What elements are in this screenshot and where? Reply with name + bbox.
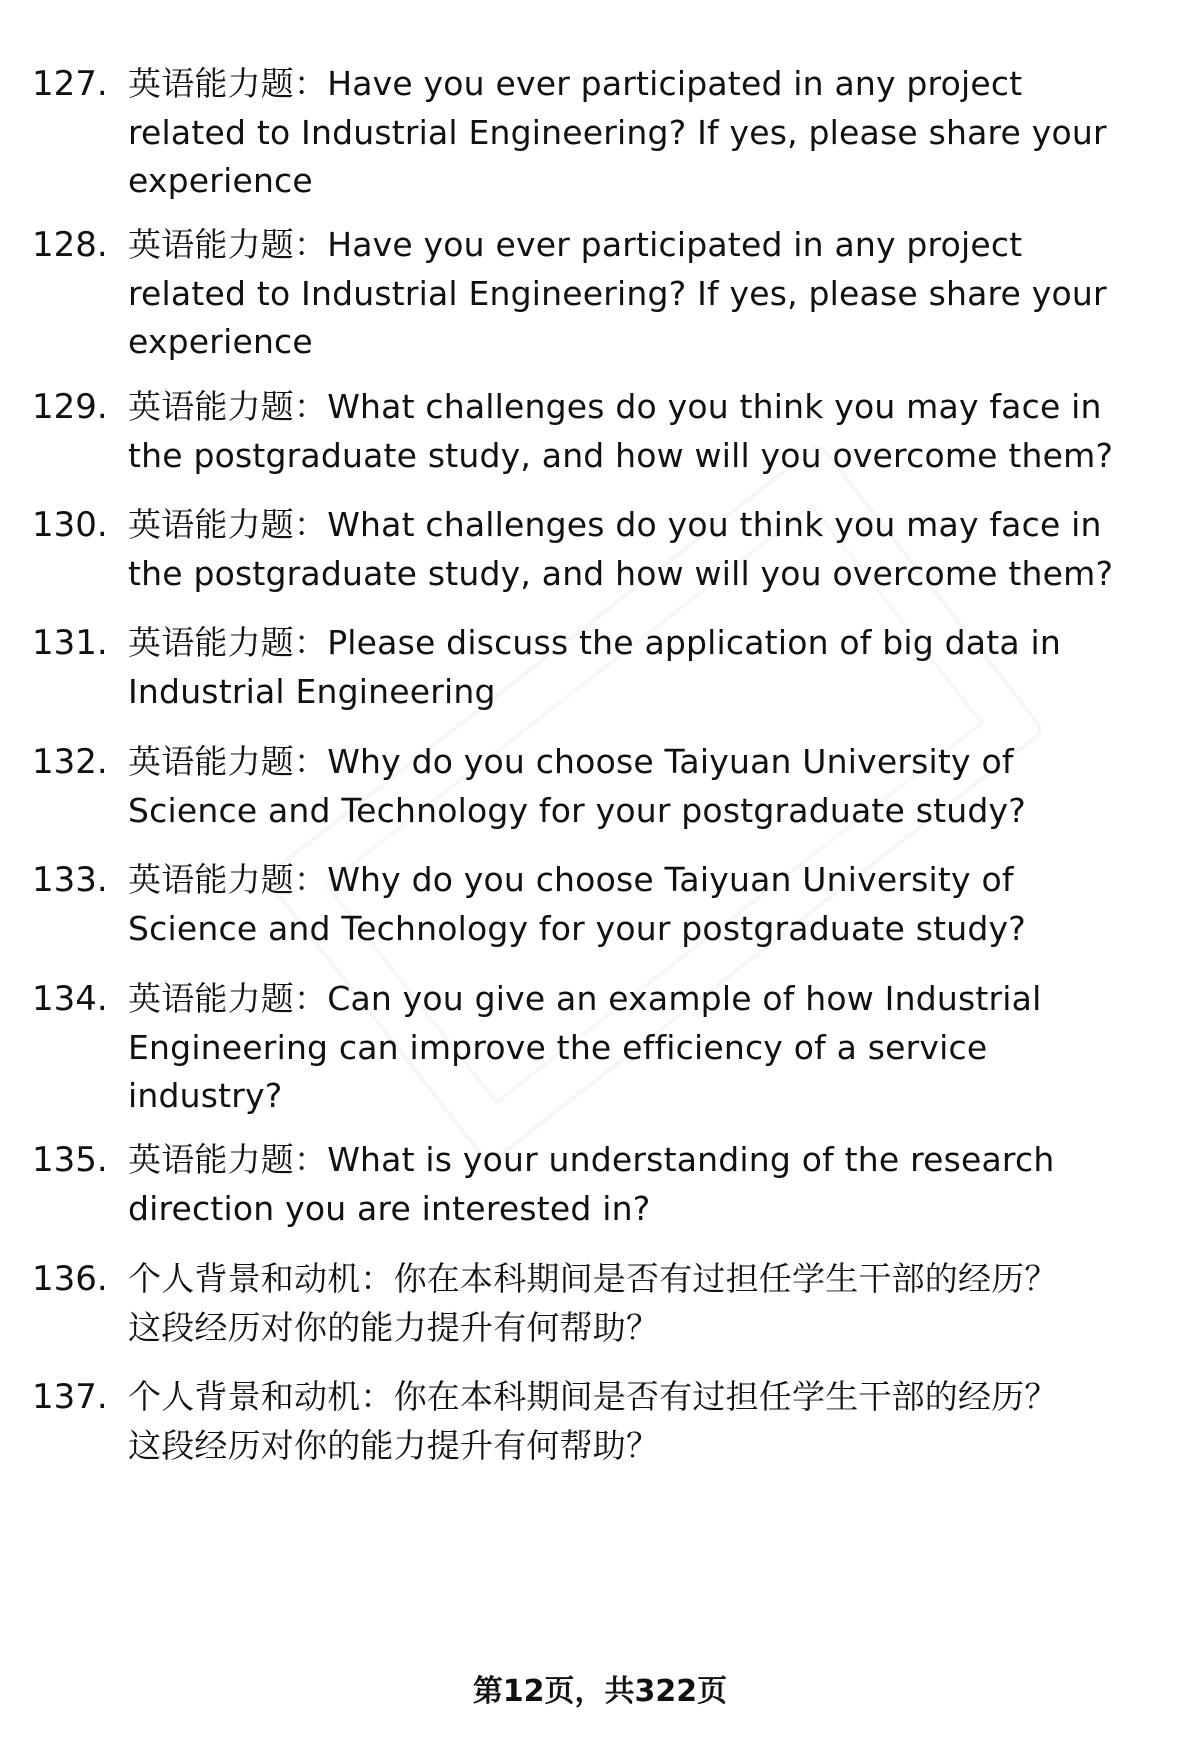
question-line: related to Industrial Engineering? If yes, please share your bbox=[128, 112, 1107, 152]
question-number: 127. bbox=[32, 64, 108, 104]
question-line: 个人背景和动机：你在本科期间是否有过担任学生干部的经历？ bbox=[128, 1377, 1058, 1416]
question-text bbox=[128, 501, 1178, 598]
question-text bbox=[128, 383, 1178, 480]
question-line: direction you are interested in? bbox=[128, 1188, 651, 1228]
question-line: related to Industrial Engineering? If yes, please share your bbox=[128, 273, 1107, 313]
question-line: 英语能力题：Please discuss the application of big data in bbox=[128, 623, 1061, 662]
question-line: 英语能力题：Have you ever participated in any project bbox=[128, 64, 1023, 103]
question-number: 132. bbox=[32, 742, 108, 782]
question-line: 英语能力题：What challenges do you think you may face in bbox=[128, 505, 1102, 544]
question-line: 英语能力题：Have you ever participated in any project bbox=[128, 225, 1023, 264]
question-number: 136. bbox=[32, 1259, 108, 1299]
question-text bbox=[128, 60, 1178, 206]
question-line: the postgraduate study, and how will you overcome them? bbox=[128, 553, 1114, 593]
question-line: 英语能力题：What challenges do you think you may face in bbox=[128, 387, 1102, 426]
question-text bbox=[128, 619, 1178, 716]
question-line: 这段经历对你的能力提升有何帮助？ bbox=[128, 1425, 660, 1465]
question-line: 英语能力题：What is your understanding of the research bbox=[128, 1140, 1055, 1179]
question-text bbox=[128, 856, 1178, 953]
question-line: Science and Technology for your postgraduate study? bbox=[128, 790, 1026, 830]
question-text bbox=[128, 975, 1178, 1121]
question-line: 英语能力题：Why do you choose Taiyuan University of bbox=[128, 742, 1014, 781]
question-number: 133. bbox=[32, 860, 108, 900]
question-number: 137. bbox=[32, 1377, 108, 1417]
question-number: 134. bbox=[32, 979, 108, 1019]
question-text bbox=[128, 221, 1178, 367]
question-line: Industrial Engineering bbox=[128, 671, 496, 711]
question-text bbox=[128, 1136, 1178, 1233]
question-line: Engineering can improve the efficiency of a service bbox=[128, 1027, 988, 1067]
question-line: 个人背景和动机：你在本科期间是否有过担任学生干部的经历？ bbox=[128, 1259, 1058, 1298]
question-line: 英语能力题：Can you give an example of how Industrial bbox=[128, 979, 1042, 1018]
question-number: 128. bbox=[32, 225, 108, 265]
question-number: 131. bbox=[32, 623, 108, 663]
question-line: Science and Technology for your postgraduate study? bbox=[128, 908, 1026, 948]
question-text bbox=[128, 738, 1178, 835]
question-line: experience bbox=[128, 161, 313, 200]
question-line: industry? bbox=[128, 1076, 283, 1115]
question-line: experience bbox=[128, 322, 313, 361]
question-line: 这段经历对你的能力提升有何帮助？ bbox=[128, 1307, 660, 1347]
question-line: 英语能力题：Why do you choose Taiyuan University of bbox=[128, 860, 1014, 899]
question-number: 130. bbox=[32, 505, 108, 545]
question-number: 129. bbox=[32, 387, 108, 427]
question-text bbox=[128, 1255, 1178, 1352]
question-number: 135. bbox=[32, 1140, 108, 1180]
page-footer: 第12页，共322页 bbox=[472, 1674, 728, 1709]
question-line: the postgraduate study, and how will you overcome them? bbox=[128, 435, 1114, 475]
question-text bbox=[128, 1373, 1178, 1470]
